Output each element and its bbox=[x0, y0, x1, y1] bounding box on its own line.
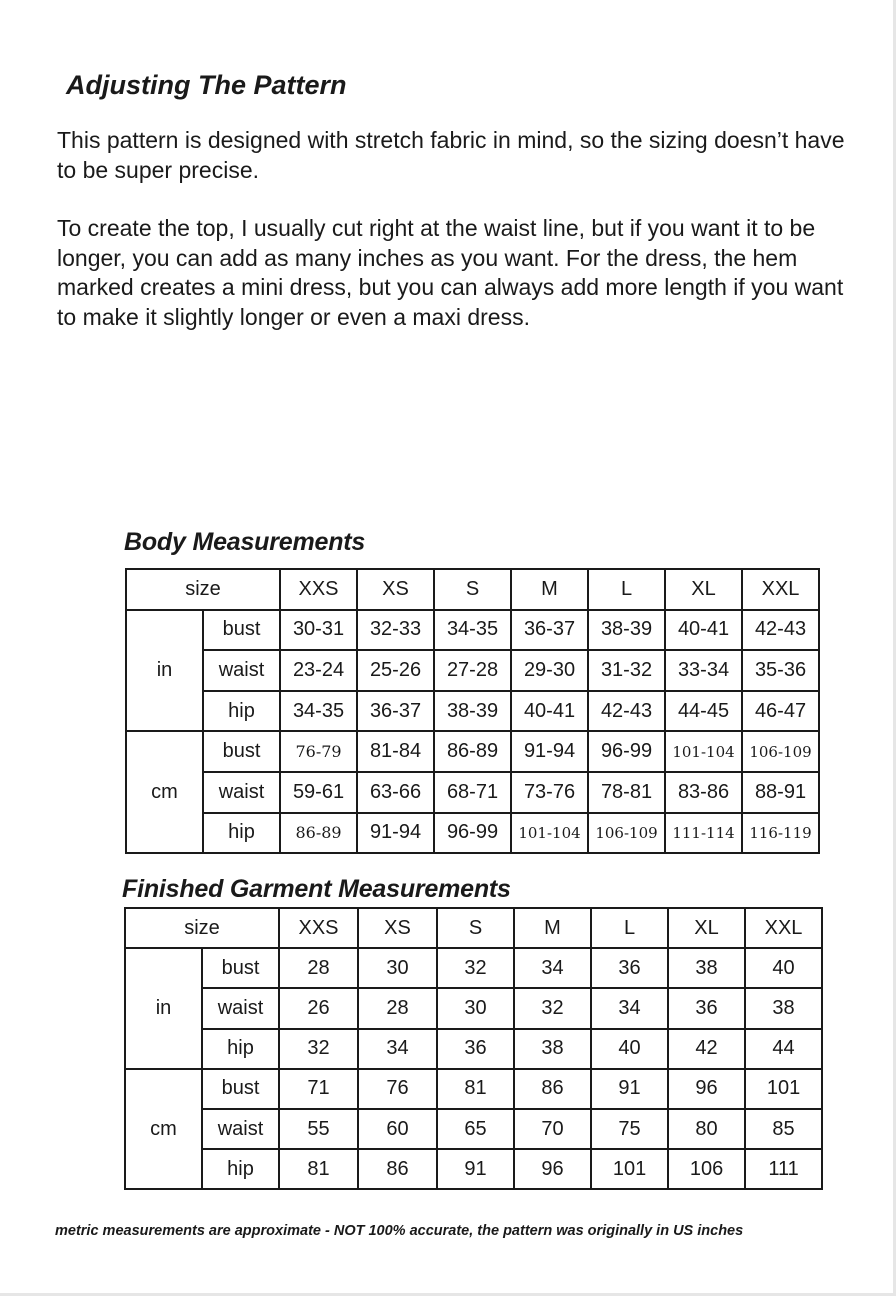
table-row bbox=[126, 731, 819, 772]
measurement-cell: 38-39 bbox=[434, 691, 511, 732]
measurement-cell: 59-61 bbox=[280, 772, 357, 813]
measurement-cell: 32 bbox=[279, 1029, 358, 1069]
measurement-cell: 96 bbox=[668, 1069, 745, 1109]
table-row bbox=[125, 1109, 822, 1149]
measurement-cell: 31-32 bbox=[588, 650, 665, 691]
body-measurements-table bbox=[125, 568, 820, 854]
table-row bbox=[126, 691, 819, 732]
measurement-cell: 101-104 bbox=[511, 813, 588, 854]
measurement-cell: 96-99 bbox=[434, 813, 511, 854]
size-header-cell: XL bbox=[665, 569, 742, 610]
body-measurements-title: Body Measurements bbox=[124, 528, 366, 556]
unit-label: cm bbox=[125, 1069, 202, 1190]
row-label: bust bbox=[203, 610, 280, 651]
measurement-cell: 30 bbox=[437, 988, 514, 1028]
size-header-cell: XXL bbox=[745, 908, 822, 948]
measurement-cell: 60 bbox=[358, 1109, 437, 1149]
measurement-cell: 85 bbox=[745, 1109, 822, 1149]
measurement-cell: 34-35 bbox=[280, 691, 357, 732]
measurement-cell: 80 bbox=[668, 1109, 745, 1149]
measurement-cell: 106-109 bbox=[588, 813, 665, 854]
table-row bbox=[126, 772, 819, 813]
row-label: hip bbox=[203, 813, 280, 854]
measurement-cell: 40-41 bbox=[665, 610, 742, 651]
measurement-cell: 106 bbox=[668, 1149, 745, 1189]
table-row bbox=[125, 1069, 822, 1109]
measurement-cell: 96 bbox=[514, 1149, 591, 1189]
measurement-cell: 40-41 bbox=[511, 691, 588, 732]
measurement-cell: 36 bbox=[591, 948, 668, 988]
measurement-cell: 33-34 bbox=[665, 650, 742, 691]
measurement-cell: 86-89 bbox=[434, 731, 511, 772]
measurement-cell: 32-33 bbox=[357, 610, 434, 651]
measurement-cell: 101 bbox=[745, 1069, 822, 1109]
unit-label: in bbox=[126, 610, 203, 732]
size-header-cell: M bbox=[514, 908, 591, 948]
measurement-cell: 91-94 bbox=[511, 731, 588, 772]
measurement-cell: 86 bbox=[358, 1149, 437, 1189]
measurement-cell: 38-39 bbox=[588, 610, 665, 651]
table-row bbox=[125, 948, 822, 988]
measurement-cell: 40 bbox=[745, 948, 822, 988]
measurement-cell: 111-114 bbox=[665, 813, 742, 854]
table-row bbox=[126, 813, 819, 854]
table-row bbox=[126, 610, 819, 651]
measurement-cell: 68-71 bbox=[434, 772, 511, 813]
size-header-cell: XXS bbox=[280, 569, 357, 610]
size-header-cell: XS bbox=[357, 569, 434, 610]
size-header-cell: XL bbox=[668, 908, 745, 948]
measurement-cell: 81-84 bbox=[357, 731, 434, 772]
unit-label: cm bbox=[126, 731, 203, 853]
size-header-row bbox=[125, 908, 822, 948]
measurement-cell: 111 bbox=[745, 1149, 822, 1189]
measurement-cell: 34-35 bbox=[434, 610, 511, 651]
length-paragraph: To create the top, I usually cut right at the waist line, but if you want it to be longer, you can add as many inches as you want. For the dress, the hem marked creates a mini dress, but you can always add more length if you want to make it slightly longer or even a maxi dress. bbox=[57, 215, 844, 330]
measurement-cell: 44 bbox=[745, 1029, 822, 1069]
measurement-cell: 86 bbox=[514, 1069, 591, 1109]
measurement-cell: 55 bbox=[279, 1109, 358, 1149]
measurement-cell: 106-109 bbox=[742, 731, 819, 772]
intro-paragraph: This pattern is designed with stretch fabric in mind, so the sizing doesn’t have to be super precise. bbox=[57, 127, 845, 183]
measurement-cell: 42-43 bbox=[742, 610, 819, 651]
measurement-cell: 40 bbox=[591, 1029, 668, 1069]
measurement-cell: 26 bbox=[279, 988, 358, 1028]
measurement-cell: 23-24 bbox=[280, 650, 357, 691]
row-label: waist bbox=[203, 772, 280, 813]
table-row bbox=[125, 988, 822, 1028]
measurement-cell: 34 bbox=[591, 988, 668, 1028]
size-header-row bbox=[126, 569, 819, 610]
finished-garment-title: Finished Garment Measurements bbox=[122, 875, 511, 903]
row-label: hip bbox=[203, 691, 280, 732]
row-label: bust bbox=[203, 731, 280, 772]
size-header-cell: S bbox=[437, 908, 514, 948]
measurement-cell: 27-28 bbox=[434, 650, 511, 691]
measurement-cell: 38 bbox=[668, 948, 745, 988]
measurement-cell: 32 bbox=[514, 988, 591, 1028]
row-label: hip bbox=[202, 1029, 279, 1069]
size-header-cell: M bbox=[511, 569, 588, 610]
measurement-cell: 73-76 bbox=[511, 772, 588, 813]
row-label: waist bbox=[203, 650, 280, 691]
measurement-cell: 88-91 bbox=[742, 772, 819, 813]
measurement-cell: 36-37 bbox=[357, 691, 434, 732]
finished-garment-table bbox=[124, 907, 823, 1190]
measurement-cell: 29-30 bbox=[511, 650, 588, 691]
measurement-cell: 91-94 bbox=[357, 813, 434, 854]
measurement-cell: 91 bbox=[437, 1149, 514, 1189]
measurement-cell: 75 bbox=[591, 1109, 668, 1149]
measurement-cell: 91 bbox=[591, 1069, 668, 1109]
table-row bbox=[125, 1029, 822, 1069]
measurement-cell: 32 bbox=[437, 948, 514, 988]
size-header-cell: XXS bbox=[279, 908, 358, 948]
measurement-cell: 86-89 bbox=[280, 813, 357, 854]
measurement-cell: 81 bbox=[279, 1149, 358, 1189]
measurement-cell: 76-79 bbox=[280, 731, 357, 772]
measurement-cell: 36 bbox=[437, 1029, 514, 1069]
measurement-cell: 101 bbox=[591, 1149, 668, 1189]
measurement-cell: 36 bbox=[668, 988, 745, 1028]
metric-footnote: metric measurements are approximate - NOT 100% accurate, the pattern was originally in US inches bbox=[55, 1223, 744, 1239]
row-label: bust bbox=[202, 1069, 279, 1109]
size-label: size bbox=[126, 569, 280, 610]
measurement-cell: 35-36 bbox=[742, 650, 819, 691]
size-header-cell: S bbox=[434, 569, 511, 610]
measurement-cell: 70 bbox=[514, 1109, 591, 1149]
measurement-cell: 34 bbox=[514, 948, 591, 988]
size-header-cell: XXL bbox=[742, 569, 819, 610]
table-row bbox=[126, 650, 819, 691]
row-label: bust bbox=[202, 948, 279, 988]
measurement-cell: 116-119 bbox=[742, 813, 819, 854]
size-label: size bbox=[125, 908, 279, 948]
row-label: waist bbox=[202, 1109, 279, 1149]
page-title: Adjusting The Pattern bbox=[66, 70, 347, 100]
measurement-cell: 63-66 bbox=[357, 772, 434, 813]
measurement-cell: 44-45 bbox=[665, 691, 742, 732]
measurement-cell: 78-81 bbox=[588, 772, 665, 813]
measurement-cell: 76 bbox=[358, 1069, 437, 1109]
measurement-cell: 65 bbox=[437, 1109, 514, 1149]
size-header-cell: L bbox=[588, 569, 665, 610]
measurement-cell: 96-99 bbox=[588, 731, 665, 772]
measurement-cell: 38 bbox=[514, 1029, 591, 1069]
unit-label: in bbox=[125, 948, 202, 1069]
measurement-cell: 42-43 bbox=[588, 691, 665, 732]
measurement-cell: 71 bbox=[279, 1069, 358, 1109]
measurement-cell: 28 bbox=[358, 988, 437, 1028]
measurement-cell: 30 bbox=[358, 948, 437, 988]
row-label: waist bbox=[202, 988, 279, 1028]
measurement-cell: 34 bbox=[358, 1029, 437, 1069]
measurement-cell: 46-47 bbox=[742, 691, 819, 732]
measurement-cell: 81 bbox=[437, 1069, 514, 1109]
measurement-cell: 28 bbox=[279, 948, 358, 988]
measurement-cell: 38 bbox=[745, 988, 822, 1028]
measurement-cell: 25-26 bbox=[357, 650, 434, 691]
measurement-cell: 30-31 bbox=[280, 610, 357, 651]
measurement-cell: 36-37 bbox=[511, 610, 588, 651]
table-row bbox=[125, 1149, 822, 1189]
measurement-cell: 83-86 bbox=[665, 772, 742, 813]
size-header-cell: L bbox=[591, 908, 668, 948]
measurement-cell: 101-104 bbox=[665, 731, 742, 772]
size-header-cell: XS bbox=[358, 908, 437, 948]
measurement-cell: 42 bbox=[668, 1029, 745, 1069]
row-label: hip bbox=[202, 1149, 279, 1189]
